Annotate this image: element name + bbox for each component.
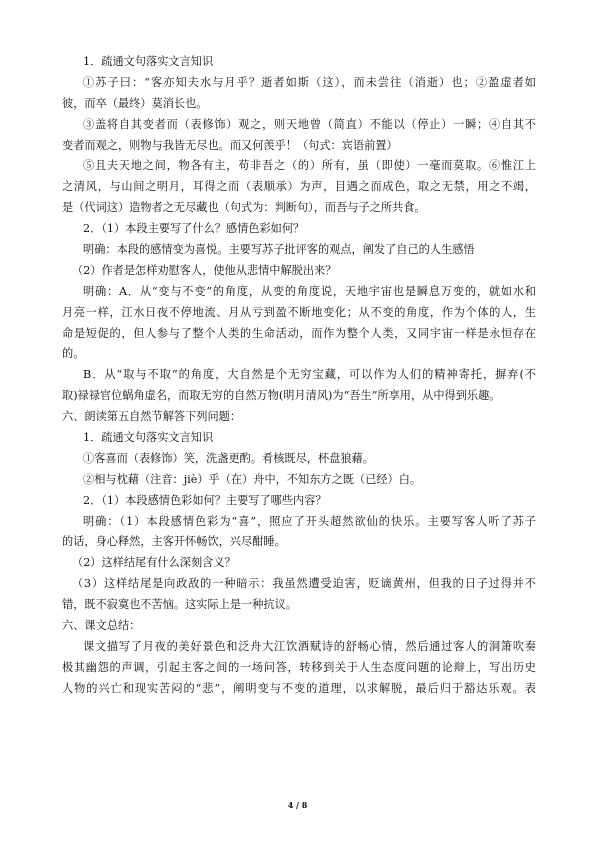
text-line: 明确：A．从“变与不变”的角度，从变的角度说，天地宇宙也是瞬息万变的，就如水和 (83, 284, 536, 298)
text-line: 错，既不寂寞也不苦恼。这实际上是一种抗议。 (62, 598, 297, 612)
text-line: ⑤且夫天地之间，物各有主，苟非吾之（的）所有，虽（即使）一毫而莫取。⑥惟江上 (83, 159, 536, 173)
text-line: 明确：（1）本段感情色彩为“喜”，照应了开头超然欲仙的快乐。主要写客人听了苏子 (83, 514, 536, 528)
text-line: ①苏子曰：“客亦知夫水与月乎？逝者如斯（这），而未尝往（消逝）也；②盈虚者如 (83, 75, 536, 89)
text-line: 的话，身心释然，主客开怀畅饮，兴尽酣睡。 (62, 535, 286, 549)
text-line: ①客喜而（表修饰）笑，洗盏更酌。肴核既尽，杯盘狼藉。 (83, 451, 374, 465)
text-line: 课文描写了月夜的美好景色和泛舟大江饮酒赋诗的舒畅心情，然后通过客人的洞箫吹奏 (83, 639, 536, 653)
text-line: 是（代词这）造物者之无尽藏也（句式为：判断句），而吾与子之所共食。 (62, 201, 426, 215)
text-line: ②相与枕藉（注音：jiè）乎（在）舟中，不知东方之既（已经）白。 (83, 472, 422, 486)
document-body (62, 52, 536, 700)
text-line: （3）这样结尾是向政敌的一种暗示：我虽然遭受迫害，贬谪黄州，但我的日子过得并不 (72, 577, 536, 591)
text-line: 的。 (62, 347, 85, 361)
text-line: B．从“取与不取”的角度，大自然是个无穷宝藏，可以作为人们的精神寄托，摒弃(不 (83, 368, 536, 382)
text-line: 1．疏通文句落实文言知识 (83, 431, 214, 445)
text-line: 极其幽怨的声调，引起主客之间的一场问答，转移到关于人生态度问题的论辩上，写出历史 (62, 660, 536, 674)
text-line: 之清风，与山间之明月，耳得之而（表顺承）为声，目遇之而成色，取之无禁，用之不竭， (62, 180, 536, 194)
text-line: 命是短促的，但人参与了整个人类的生命活动，而作为整个人类，又同宇宙一样是永恒存在 (62, 326, 536, 340)
text-line: 彼，而卒（最终）莫消长也。 (62, 96, 208, 110)
page-number: 4 / 8 (287, 800, 308, 810)
text-line: 取)禄禄官位蜗角虚名，而取无穷的自然万物(明月清风)为“吾生”所享用，从中得到乐趣。 (62, 389, 501, 403)
text-line: 变者而观之，则物与我皆无尽也。而又何羡乎！（句式：宾语前置） (62, 138, 398, 152)
text-line: （2）作者是怎样劝慰客人，使他从悲情中解脱出来？ (72, 263, 337, 277)
text-line: 六、课文总结： (62, 619, 141, 633)
text-line: （2）这样结尾有什么深刻含义？ (72, 556, 236, 570)
text-line: 人物的兴亡和现实苦闷的“悲”，阐明变与不变的道理，以求解脱，最后归于豁达乐观。表 (62, 681, 536, 695)
text-line: 1．疏通文句落实文言知识 (83, 55, 214, 68)
text-line: 月亮一样，江水日夜不停地流、月从亏到盈不断地变化；从不变的角度，作为个体的人，生 (62, 305, 536, 319)
text-line: 2．（1）本段感情色彩如何？主要写了哪些内容？ (83, 493, 327, 507)
text-line: 六、朗读第五自然节解答下列问题： (62, 410, 242, 424)
text-line: 明确：本段的感情变为喜悦。主要写苏子批评客的观点，阐发了自己的人生感悟 (83, 243, 475, 257)
text-line: 2．（1）本段主要写了什么？感情色彩如何？ (83, 222, 305, 236)
text-line: ③盖将自其变者而（表修饰）观之，则天地曾（简直）不能以（停止）一瞬；④自其不 (83, 117, 536, 131)
